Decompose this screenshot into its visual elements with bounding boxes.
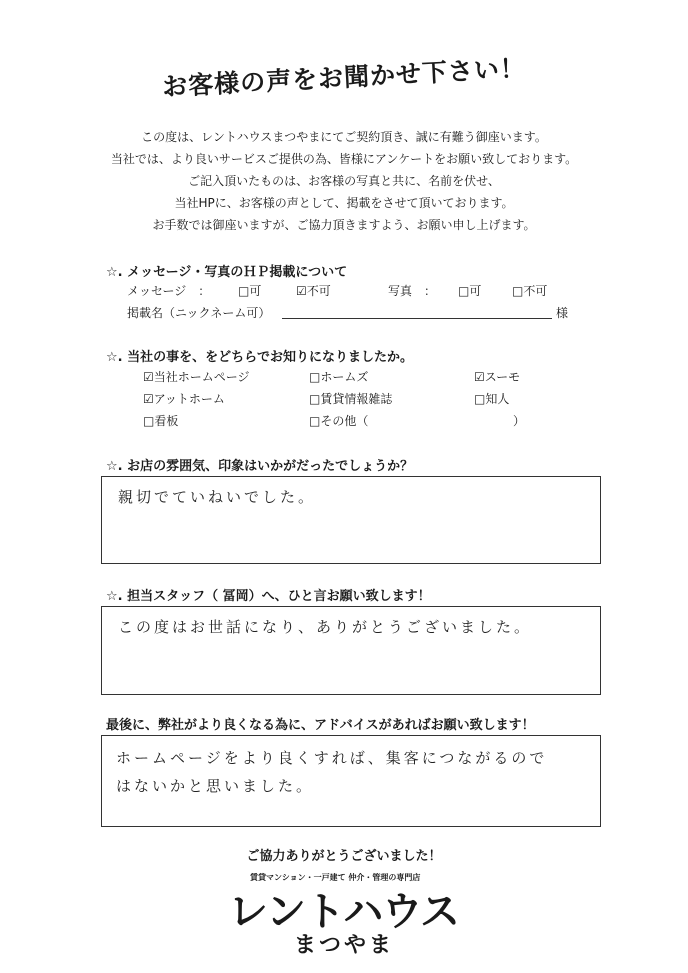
intro-text <box>0 126 688 236</box>
name-suffix: 様 <box>556 306 569 320</box>
q5-answer: ホームページをより良くすれば、集客につながるのではないかと思いました。 <box>116 749 548 795</box>
q4-answer: この度はお世話になり、ありがとうございました。 <box>118 618 533 636</box>
q3-heading: ☆. お店の雰囲気、印象はいかがだったでしょうか？ <box>106 459 414 474</box>
page-title: お客様の声をお聞かせ下さい！ <box>161 53 527 102</box>
q1-heading: ☆. メッセージ・写真のＨＰ掲載について <box>106 265 348 280</box>
intro-line: ご記入頂いたものは、お客様の写真と共に、名前を伏せ、 <box>188 174 500 188</box>
intro-line: お手数では御座いますが、ご協力頂きますよう、お願い申し上げます。 <box>152 218 536 232</box>
option-athome[interactable]: ☑アットホーム <box>143 392 225 406</box>
option-homes[interactable]: □ホームズ <box>309 370 369 384</box>
option-acquaintance[interactable]: □知人 <box>474 392 510 406</box>
message-no-checkbox[interactable]: ☑不可 <box>296 284 331 298</box>
q4-answer-box[interactable] <box>101 606 601 695</box>
q3-answer-box[interactable] <box>101 476 601 564</box>
photo-label: 写真 ： <box>388 284 437 298</box>
q3-answer: 親切でていねいでした。 <box>118 488 317 506</box>
logo-main: レントハウス <box>228 889 459 935</box>
logo-sub: まつやま <box>293 933 394 958</box>
name-input-line[interactable] <box>282 318 552 319</box>
q5-answer-box[interactable] <box>101 735 601 827</box>
option-rental-magazine[interactable]: □賃貸情報雑誌 <box>309 392 393 406</box>
q5-heading: 最後に、弊社がより良くなる為に、アドバイスがあればお願い致します！ <box>106 718 535 733</box>
option-company-homepage[interactable]: ☑当社ホームページ <box>143 370 250 384</box>
thanks-message: ご協力ありがとうございました！ <box>246 849 442 864</box>
intro-line: 当社HPに、お客様の声として、掲載をさせて頂いております。 <box>174 196 514 210</box>
q4-heading: ☆. 担当スタッフ（ 冨岡）へ、ひと言お願い致します！ <box>106 589 431 604</box>
q2-heading: ☆. 当社の事を、をどちらでお知りになりましたか。 <box>106 350 413 365</box>
option-signboard[interactable]: □看板 <box>143 414 179 428</box>
photo-no-checkbox[interactable]: □不可 <box>512 284 548 298</box>
option-suumo[interactable]: ☑スーモ <box>474 370 521 384</box>
option-other-close: ） <box>513 414 526 428</box>
intro-line: この度は、レントハウスまつやまにてご契約頂き、誠に有難う御座います。 <box>141 130 547 144</box>
message-label: メッセージ ： <box>127 284 211 298</box>
message-yes-checkbox[interactable]: □可 <box>238 284 262 298</box>
logo-tagline: 賃貸マンション・一戸建て 仲介・管理の専門店 <box>250 873 421 882</box>
option-other[interactable]: □その他（ <box>309 414 369 428</box>
intro-line: 当社では、より良いサービスご提供の為、皆様にアンケートをお願い致しております。 <box>110 152 578 166</box>
photo-yes-checkbox[interactable]: □可 <box>458 284 482 298</box>
name-label: 掲載名（ニックネーム可） <box>127 306 271 320</box>
